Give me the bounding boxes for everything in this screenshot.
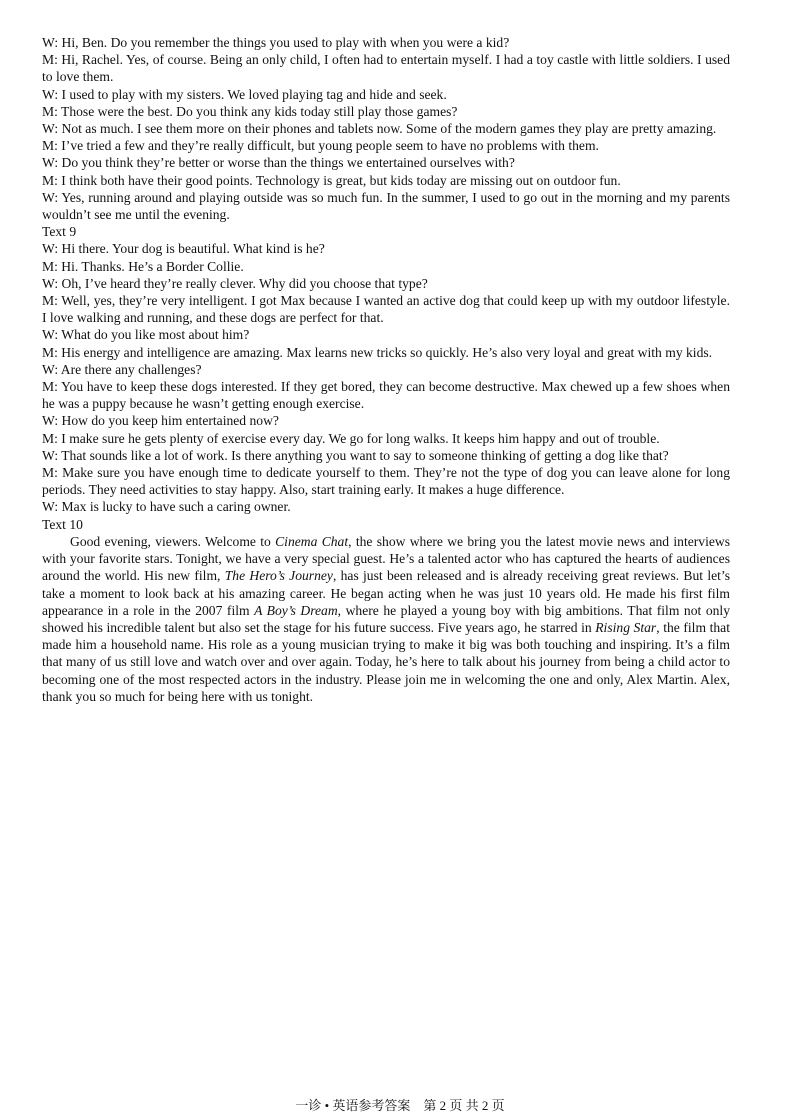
dialogue-line: W: Yes, running around and playing outside was so much fun. In the summer, I used to go out in the morning and my parents wouldn’t see me until the evening.	[42, 189, 730, 223]
text-span: , the show where we bring you the latest movie news and interviews with your favorite stars. Tonight, we have a very special guest. He’s a talented actor who has captured the hearts of audiences around the world. His new film,	[42, 533, 731, 584]
dialogue-line: M: Hi. Thanks. He’s a Border Collie.	[42, 258, 244, 274]
text8-dialogue	[42, 34, 730, 223]
dialogue-line: M: I’ve tried a few and they’re really difficult, but young people seem to have no problems with them.	[42, 138, 599, 154]
dialogue-line: M: Make sure you have enough time to dedicate yourself to them. They’re not the type of dog you can leave alone for long periods. They need activities to stay happy. Also, start training early. It makes a huge difference.	[42, 465, 730, 498]
text10-heading: Text 10	[42, 516, 83, 532]
dialogue-line: M: His energy and intelligence are amazing. Max learns new tricks so quickly. He’s also very loyal and great with my kids.	[42, 344, 713, 360]
text9-dialogue	[42, 240, 730, 515]
dialogue-line: W: How do you keep him entertained now?	[42, 413, 279, 429]
text-span: , where he played a young boy with big ambitions. That film not only showed his incredible talent but also set the stage for his future success. Five years ago, he starred in	[42, 602, 730, 635]
dialogue-line: W: Hi, Ben. Do you remember the things you used to play with when you were a kid?	[42, 35, 510, 50]
dialogue-line: M: Hi, Rachel. Yes, of course. Being an only child, I often had to entertain myself. I had a toy castle with little soldiers. I used to love them.	[42, 52, 730, 85]
film-title: A Boy’s Dream	[254, 602, 338, 618]
dialogue-line: W: What do you like most about him?	[42, 327, 250, 343]
text10-monologue	[42, 533, 730, 705]
dialogue-line: M: Those were the best. Do you think any kids today still play those games?	[42, 103, 458, 119]
dialogue-line: W: Do you think they’re better or worse than the things we entertained ourselves with?	[42, 155, 515, 171]
dialogue-line: W: Not as much. I see them more on their phones and tablets now. Some of the modern games they play are pretty amazing.	[42, 121, 717, 137]
dialogue-line: M: I make sure he gets plenty of exercise every day. We go for long walks. It keeps him happy and out of trouble.	[42, 430, 660, 446]
page-footer: 一诊 • 英语参考答案 第 2 页 共 2 页	[295, 1098, 505, 1113]
dialogue-line: M: Well, yes, they’re very intelligent. I got Max because I wanted an active dog that could keep up with my outdoor lifestyle. I love walking and running, and these dogs are perfect for that.	[42, 293, 730, 326]
dialogue-line: W: Are there any challenges?	[42, 361, 202, 377]
dialogue-line: W: I used to play with my sisters. We loved playing tag and hide and seek.	[42, 86, 447, 102]
film-title: Rising Star	[595, 619, 657, 635]
text-span: , has just been released and is already receiving great reviews. But let’s take a moment to look back at his amazing career. He began acting when he was just 10 years old. He made his first film appearance in a role in the 2007 film	[42, 568, 731, 618]
dialogue-line: M: You have to keep these dogs interested. If they get bored, they can become destructive. Max chewed up a few shoes when he was a puppy because he wasn’t getting enough exercise.	[42, 379, 730, 412]
text9-heading: Text 9	[42, 224, 77, 240]
dialogue-line: W: Hi there. Your dog is beautiful. What kind is he?	[42, 241, 325, 257]
text-span: Good evening, viewers. Welcome to	[70, 533, 276, 549]
text-span: , the film that made him a household name. His role as a young musician trying to make it big was both touching and inspiring. It’s a film that many of us still love and watch over and over again. Today, he’s here to talk about his journey from being a child actor to becoming one of the most respected actors in the industry. Please join me in welcoming the one and only, Alex Martin. Alex, thank you so much for being here with us tonight.	[42, 619, 730, 704]
show-title: Cinema Chat	[275, 533, 349, 549]
document-body	[42, 34, 730, 705]
dialogue-line: W: Oh, I’ve heard they’re really clever. Why did you choose that type?	[42, 275, 428, 291]
dialogue-line: M: I think both have their good points. Technology is great, but kids today are missing out on outdoor fun.	[42, 172, 621, 188]
dialogue-line: W: Max is lucky to have such a caring owner.	[42, 499, 291, 515]
film-title: The Hero’s Journey	[224, 568, 333, 584]
dialogue-line: W: That sounds like a lot of work. Is there anything you want to say to someone thinking of getting a dog like that?	[42, 447, 669, 463]
